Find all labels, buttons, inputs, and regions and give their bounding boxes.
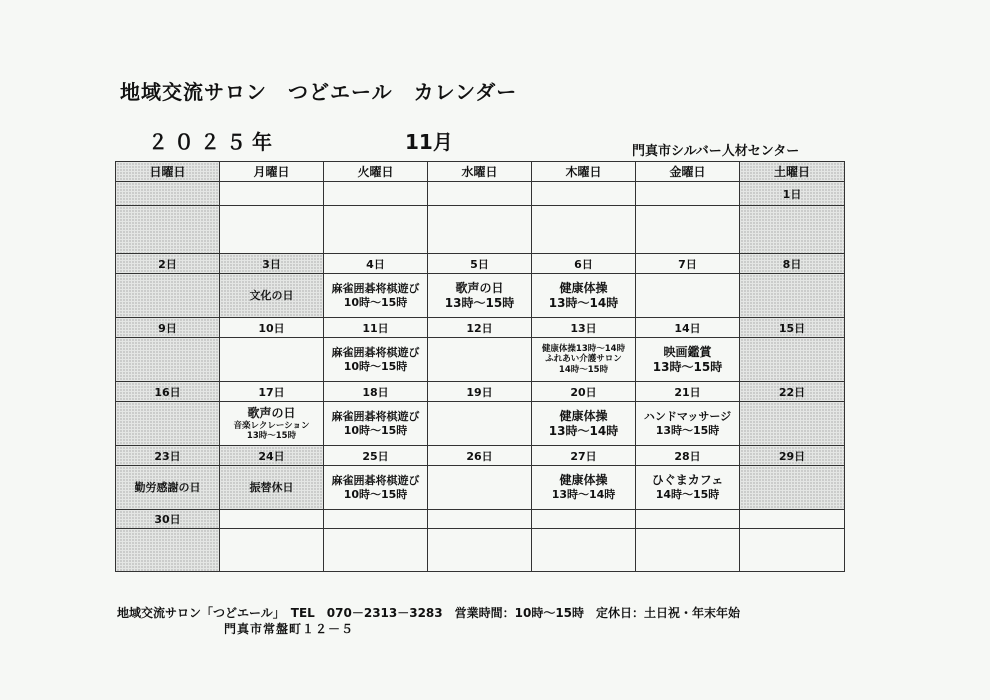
- date-cell: 15日: [740, 318, 845, 338]
- event-name: 麻雀囲碁将棋遊び: [331, 345, 420, 359]
- event-time: 13時～14時: [548, 295, 619, 310]
- date-cell: [428, 182, 532, 206]
- event-cell: [220, 402, 324, 446]
- date-cell: 11日: [324, 318, 428, 338]
- date-cell: 29日: [740, 446, 845, 466]
- event-cell: [324, 338, 428, 382]
- calendar-title: 地域交流サロン つどエール カレンダー: [120, 80, 518, 104]
- holiday-name: 文化の日: [249, 288, 294, 302]
- date-cell: [324, 182, 428, 206]
- event-cell: [636, 274, 740, 318]
- event-time: 10時～15時: [343, 295, 408, 309]
- event-row: [116, 466, 845, 510]
- event-cell: [116, 402, 220, 446]
- date-row: [116, 382, 845, 402]
- event-time: 13時～15時: [444, 295, 515, 310]
- event-cell: [532, 466, 636, 510]
- event-name: ふれあい介護サロン: [545, 354, 622, 365]
- event-cell: [428, 402, 532, 446]
- event-row: [116, 206, 845, 254]
- date-cell: 7日: [636, 254, 740, 274]
- event-cell: [428, 274, 532, 318]
- event-name: 健康体操13時～14時: [541, 344, 626, 355]
- date-row: [116, 318, 845, 338]
- event-time: 10時～15時: [343, 487, 408, 501]
- event-name: 歌声の日: [455, 280, 504, 295]
- date-cell: 2日: [116, 254, 220, 274]
- footer-address: 門真市常盤町１２－５: [224, 622, 355, 636]
- event-row: [116, 274, 845, 318]
- date-cell: 1日: [740, 182, 845, 206]
- event-cell: [740, 206, 845, 254]
- event-time: 14時～15時: [655, 488, 720, 502]
- date-cell: 23日: [116, 446, 220, 466]
- event-cell: [324, 402, 428, 446]
- event-name: 健康体操: [559, 473, 608, 488]
- event-cell: [740, 274, 845, 318]
- weekday-sunday: 日曜日: [116, 162, 220, 182]
- event-cell: [532, 529, 636, 572]
- weekday-monday: 月曜日: [220, 162, 324, 182]
- event-cell: [428, 206, 532, 254]
- date-row: [116, 510, 845, 529]
- event-cell: [636, 206, 740, 254]
- date-row: [116, 446, 845, 466]
- event-name: ひぐまカフェ: [651, 473, 724, 488]
- date-cell: 21日: [636, 382, 740, 402]
- date-cell: 18日: [324, 382, 428, 402]
- date-cell: 20日: [532, 382, 636, 402]
- event-cell: [636, 402, 740, 446]
- event-cell: [428, 466, 532, 510]
- date-cell: 16日: [116, 382, 220, 402]
- date-cell: 9日: [116, 318, 220, 338]
- event-cell: [220, 338, 324, 382]
- date-cell: [740, 510, 845, 529]
- event-cell: [532, 402, 636, 446]
- date-cell: 25日: [324, 446, 428, 466]
- date-cell: [532, 510, 636, 529]
- weekday-header-row: [116, 162, 845, 182]
- event-name: 麻雀囲碁将棋遊び: [331, 473, 420, 487]
- date-cell: 14日: [636, 318, 740, 338]
- date-cell: 4日: [324, 254, 428, 274]
- event-cell: [220, 466, 324, 510]
- date-row: [116, 254, 845, 274]
- event-time: 13時～14時: [548, 423, 619, 438]
- date-cell: 3日: [220, 254, 324, 274]
- event-time: 10時～15時: [343, 423, 408, 437]
- event-cell: [116, 274, 220, 318]
- date-cell: 26日: [428, 446, 532, 466]
- event-time: 13時～14時: [551, 488, 616, 502]
- event-cell: [740, 338, 845, 382]
- event-cell: [324, 466, 428, 510]
- date-cell: 6日: [532, 254, 636, 274]
- event-name: 麻雀囲碁将棋遊び: [331, 281, 420, 295]
- event-cell: [116, 466, 220, 510]
- event-cell: [740, 466, 845, 510]
- date-cell: [324, 510, 428, 529]
- event-time: 13時～15時: [655, 423, 720, 437]
- date-cell: 10日: [220, 318, 324, 338]
- organization-name: 門真市シルバー人材センター: [632, 144, 800, 159]
- event-cell: [220, 529, 324, 572]
- date-cell: [532, 182, 636, 206]
- event-cell: [532, 206, 636, 254]
- event-cell: [532, 338, 636, 382]
- date-cell: 5日: [428, 254, 532, 274]
- date-cell: [220, 510, 324, 529]
- event-cell: [116, 529, 220, 572]
- date-cell: 12日: [428, 318, 532, 338]
- date-cell: 19日: [428, 382, 532, 402]
- event-cell: [220, 206, 324, 254]
- weekday-friday: 金曜日: [636, 162, 740, 182]
- event-cell: [636, 338, 740, 382]
- date-cell: 8日: [740, 254, 845, 274]
- event-cell: [324, 206, 428, 254]
- weekday-thursday: 木曜日: [532, 162, 636, 182]
- event-cell: [740, 529, 845, 572]
- date-cell: 22日: [740, 382, 845, 402]
- event-cell: [636, 529, 740, 572]
- date-cell: 17日: [220, 382, 324, 402]
- date-cell: [428, 510, 532, 529]
- event-subtitle: 音楽レクレーション: [233, 420, 310, 431]
- event-cell: [532, 274, 636, 318]
- event-cell: [740, 402, 845, 446]
- event-cell: [220, 274, 324, 318]
- calendar-month: 11月: [405, 130, 453, 154]
- footer-contact-line: 地域交流サロン「つどエール」 TEL 070－2313－3283 営業時間：10時～15時 定休日：土日祝・年末年始: [117, 606, 741, 620]
- event-cell: [428, 338, 532, 382]
- date-cell: 24日: [220, 446, 324, 466]
- event-name: 映画鑑賞: [663, 344, 712, 359]
- event-name: ハンドマッサージ: [643, 409, 732, 423]
- date-cell: 13日: [532, 318, 636, 338]
- event-time: 13時～15時: [246, 431, 297, 441]
- weekday-wednesday: 水曜日: [428, 162, 532, 182]
- event-name: 麻雀囲碁将棋遊び: [331, 409, 420, 423]
- calendar-grid: [115, 161, 845, 572]
- event-cell: [636, 466, 740, 510]
- event-time: 13時～15時: [652, 359, 723, 374]
- date-cell: [636, 182, 740, 206]
- weekday-saturday: 土曜日: [740, 162, 845, 182]
- date-cell: 28日: [636, 446, 740, 466]
- date-cell: [220, 182, 324, 206]
- date-cell: [636, 510, 740, 529]
- event-cell: [116, 206, 220, 254]
- event-time: 10時～15時: [343, 359, 408, 373]
- event-name: 歌声の日: [247, 405, 296, 420]
- event-time: 14時～15時: [558, 364, 609, 375]
- date-row: [116, 182, 845, 206]
- date-cell: 30日: [116, 510, 220, 529]
- holiday-name: 振替休日: [249, 480, 294, 494]
- calendar-year: ２０２５年: [148, 130, 278, 154]
- event-cell: [428, 529, 532, 572]
- event-row: [116, 529, 845, 572]
- event-cell: [324, 529, 428, 572]
- event-name: 健康体操: [559, 408, 608, 423]
- event-cell: [116, 338, 220, 382]
- event-name: 健康体操: [559, 280, 608, 295]
- holiday-name: 勤労感謝の日: [134, 480, 201, 494]
- event-row: [116, 402, 845, 446]
- event-row: [116, 338, 845, 382]
- date-cell: 27日: [532, 446, 636, 466]
- weekday-tuesday: 火曜日: [324, 162, 428, 182]
- date-cell: [116, 182, 220, 206]
- event-cell: [324, 274, 428, 318]
